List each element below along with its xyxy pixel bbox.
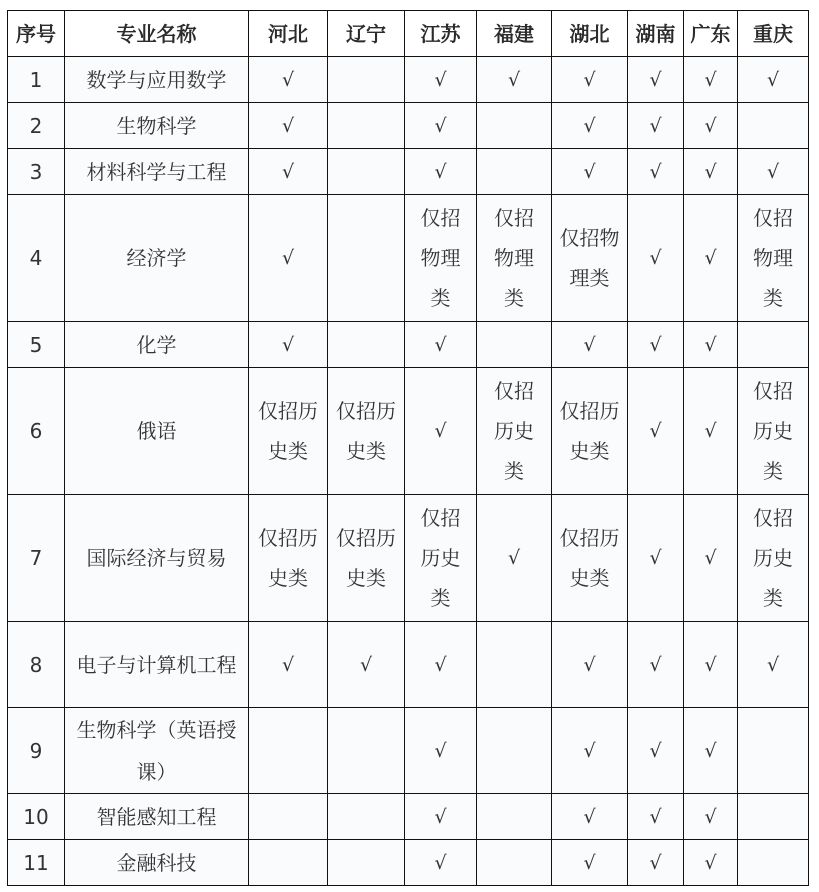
- row-index: 7: [8, 495, 65, 622]
- cell-chongqing: [738, 103, 809, 149]
- cell-fujian: [477, 322, 552, 368]
- row-index: 1: [8, 57, 65, 103]
- cell-guangdong: √: [684, 495, 738, 622]
- cell-hebei: [249, 840, 328, 886]
- row-index: 11: [8, 840, 65, 886]
- cell-liaoning: [328, 149, 405, 195]
- cell-hunan: √: [628, 840, 684, 886]
- cell-liaoning: [328, 708, 405, 794]
- cell-liaoning: [328, 195, 405, 322]
- table-row: [8, 708, 809, 794]
- restriction-note: 仅招物理类: [559, 226, 620, 290]
- table-row: [8, 368, 809, 495]
- cell-chongqing: √: [738, 149, 809, 195]
- header-fujian: 福建: [477, 11, 552, 57]
- cell-hubei: √: [552, 622, 628, 708]
- restriction-note: 仅招历史类: [753, 379, 793, 483]
- cell-guangdong: √: [684, 622, 738, 708]
- cell-hebei: [249, 495, 328, 622]
- cell-fujian: [477, 840, 552, 886]
- table-row: [8, 322, 809, 368]
- row-index: 5: [8, 322, 65, 368]
- table-row: [8, 495, 809, 622]
- table-row: [8, 622, 809, 708]
- row-index: 10: [8, 794, 65, 840]
- restriction-note: 仅招历史类: [420, 506, 461, 610]
- cell-hubei: [552, 195, 628, 322]
- restriction-note: 仅招历史类: [336, 399, 396, 463]
- header-major: 专业名称: [65, 11, 249, 57]
- cell-hebei: √: [249, 103, 328, 149]
- cell-hunan: √: [628, 103, 684, 149]
- major-name: 材料科学与工程: [65, 149, 249, 195]
- cell-jiangsu: √: [405, 103, 477, 149]
- cell-hunan: √: [628, 708, 684, 794]
- table-row: [8, 840, 809, 886]
- cell-chongqing: [738, 495, 809, 622]
- cell-hubei: √: [552, 794, 628, 840]
- cell-hebei: √: [249, 149, 328, 195]
- cell-liaoning: [328, 495, 405, 622]
- cell-liaoning: [328, 57, 405, 103]
- cell-hubei: √: [552, 322, 628, 368]
- table-row: [8, 57, 809, 103]
- row-index: 9: [8, 708, 65, 794]
- major-name: 生物科学: [65, 103, 249, 149]
- major-name: 智能感知工程: [65, 794, 249, 840]
- major-name: 电子与计算机工程: [65, 622, 249, 708]
- major-name: 数学与应用数学: [65, 57, 249, 103]
- table-row: [8, 149, 809, 195]
- header-guangdong: 广东: [684, 11, 738, 57]
- cell-hebei: [249, 794, 328, 840]
- cell-fujian: [477, 794, 552, 840]
- cell-jiangsu: √: [405, 794, 477, 840]
- header-hunan: 湖南: [628, 11, 684, 57]
- header-hebei: 河北: [249, 11, 328, 57]
- cell-hebei: [249, 708, 328, 794]
- cell-liaoning: [328, 103, 405, 149]
- cell-hunan: √: [628, 195, 684, 322]
- cell-guangdong: √: [684, 149, 738, 195]
- restriction-note: 仅招物理类: [494, 206, 534, 310]
- cell-guangdong: √: [684, 195, 738, 322]
- major-name: 俄语: [65, 368, 249, 495]
- cell-hunan: √: [628, 57, 684, 103]
- cell-jiangsu: √: [405, 708, 477, 794]
- cell-liaoning: [328, 840, 405, 886]
- header-liaoning: 辽宁: [328, 11, 405, 57]
- cell-hunan: √: [628, 794, 684, 840]
- row-index: 2: [8, 103, 65, 149]
- cell-hubei: [552, 368, 628, 495]
- cell-guangdong: √: [684, 840, 738, 886]
- cell-liaoning: [328, 368, 405, 495]
- cell-hunan: √: [628, 149, 684, 195]
- cell-jiangsu: √: [405, 840, 477, 886]
- cell-chongqing: √: [738, 57, 809, 103]
- cell-jiangsu: √: [405, 57, 477, 103]
- cell-fujian: [477, 708, 552, 794]
- major-name: 经济学: [65, 195, 249, 322]
- header-chongqing: 重庆: [738, 11, 809, 57]
- cell-hunan: √: [628, 322, 684, 368]
- cell-fujian: [477, 103, 552, 149]
- cell-fujian: [477, 195, 552, 322]
- cell-chongqing: [738, 322, 809, 368]
- restriction-note: 仅招历史类: [258, 526, 318, 590]
- restriction-note: 仅招历史类: [753, 506, 793, 610]
- restriction-note: 仅招历史类: [258, 399, 318, 463]
- cell-jiangsu: [405, 495, 477, 622]
- header-index: 序号: [8, 11, 65, 57]
- cell-liaoning: [328, 794, 405, 840]
- cell-fujian: √: [477, 57, 552, 103]
- cell-hubei: √: [552, 708, 628, 794]
- row-index: 8: [8, 622, 65, 708]
- cell-guangdong: √: [684, 103, 738, 149]
- major-name: 生物科学（英语授课）: [65, 708, 249, 794]
- enrollment-table: [7, 10, 809, 886]
- cell-hebei: √: [249, 57, 328, 103]
- cell-chongqing: [738, 794, 809, 840]
- restriction-note: 仅招历史类: [494, 379, 534, 483]
- restriction-note: 仅招物理类: [753, 206, 793, 310]
- cell-liaoning: √: [328, 622, 405, 708]
- cell-jiangsu: [405, 195, 477, 322]
- cell-fujian: [477, 149, 552, 195]
- cell-jiangsu: √: [405, 149, 477, 195]
- header-jiangsu: 江苏: [405, 11, 477, 57]
- cell-guangdong: √: [684, 322, 738, 368]
- cell-fujian: √: [477, 495, 552, 622]
- cell-hubei: √: [552, 149, 628, 195]
- cell-hebei: √: [249, 195, 328, 322]
- cell-chongqing: [738, 840, 809, 886]
- cell-fujian: [477, 368, 552, 495]
- cell-chongqing: [738, 368, 809, 495]
- cell-hebei: √: [249, 622, 328, 708]
- cell-chongqing: [738, 195, 809, 322]
- cell-chongqing: [738, 708, 809, 794]
- cell-chongqing: √: [738, 622, 809, 708]
- row-index: 4: [8, 195, 65, 322]
- cell-guangdong: √: [684, 794, 738, 840]
- table-row: [8, 103, 809, 149]
- cell-hubei: √: [552, 57, 628, 103]
- cell-guangdong: √: [684, 57, 738, 103]
- row-index: 6: [8, 368, 65, 495]
- major-name: 国际经济与贸易: [65, 495, 249, 622]
- cell-hubei: [552, 495, 628, 622]
- cell-jiangsu: √: [405, 622, 477, 708]
- restriction-note: 仅招物理类: [420, 206, 461, 310]
- major-name: 金融科技: [65, 840, 249, 886]
- header-row: [8, 11, 809, 57]
- table-row: [8, 794, 809, 840]
- row-index: 3: [8, 149, 65, 195]
- cell-fujian: [477, 622, 552, 708]
- cell-jiangsu: √: [405, 368, 477, 495]
- restriction-note: 仅招历史类: [559, 399, 620, 463]
- table-row: [8, 195, 809, 322]
- cell-hubei: √: [552, 103, 628, 149]
- cell-hunan: √: [628, 368, 684, 495]
- cell-hubei: √: [552, 840, 628, 886]
- cell-guangdong: √: [684, 368, 738, 495]
- major-name: 化学: [65, 322, 249, 368]
- cell-guangdong: √: [684, 708, 738, 794]
- header-hubei: 湖北: [552, 11, 628, 57]
- cell-hunan: √: [628, 495, 684, 622]
- cell-jiangsu: √: [405, 322, 477, 368]
- cell-hebei: [249, 368, 328, 495]
- restriction-note: 仅招历史类: [559, 526, 620, 590]
- cell-hunan: √: [628, 622, 684, 708]
- restriction-note: 仅招历史类: [336, 526, 396, 590]
- cell-liaoning: [328, 322, 405, 368]
- cell-hebei: √: [249, 322, 328, 368]
